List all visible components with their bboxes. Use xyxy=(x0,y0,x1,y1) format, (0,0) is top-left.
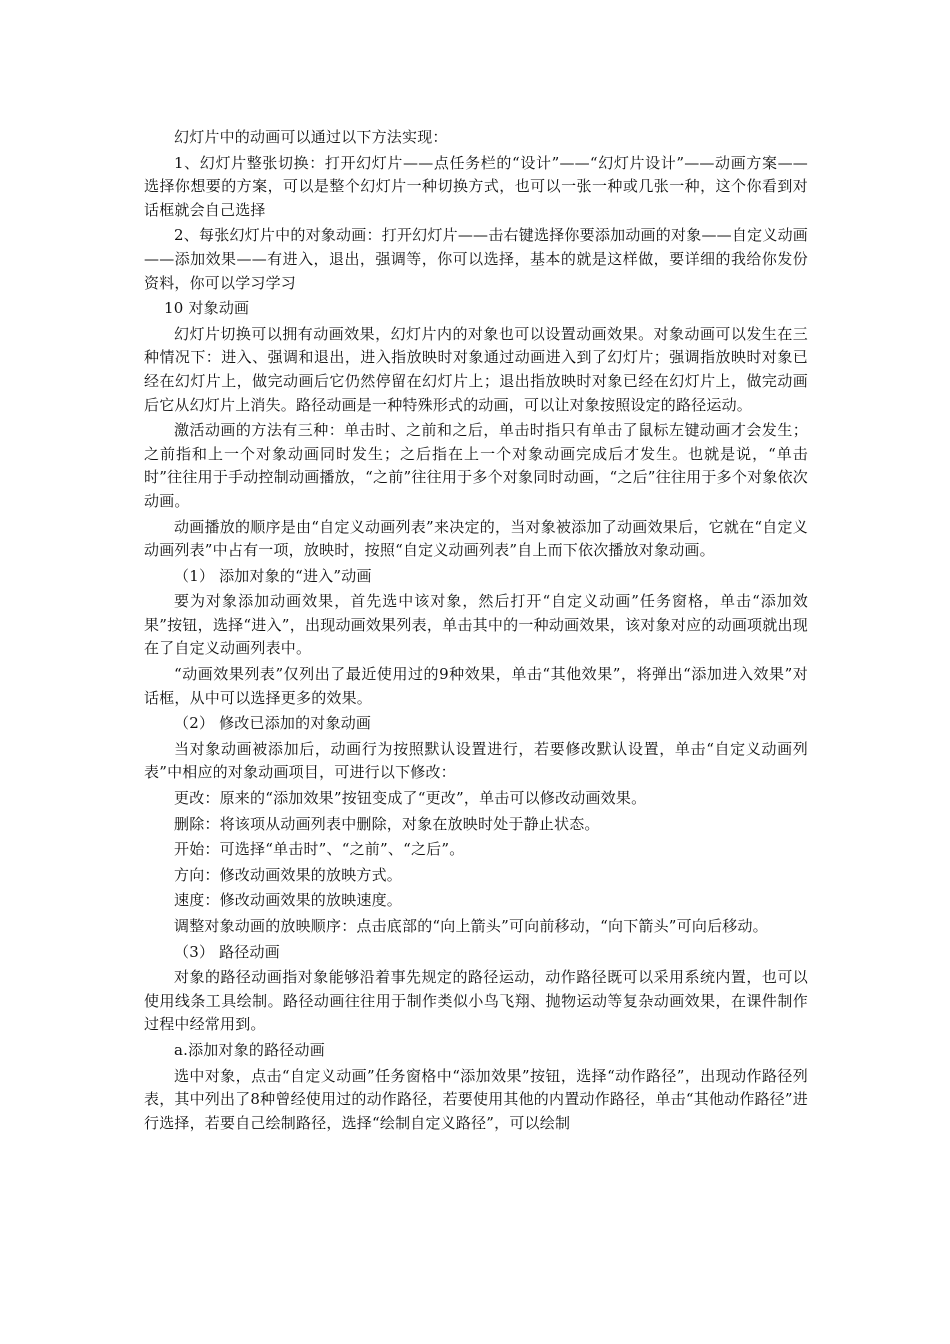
modify-intro-paragraph: 当对象动画被添加后，动画行为按照默认设置进行，若要修改默认设置，单击“自定义动画列表”中相应的对象动画项目，可进行以下修改： xyxy=(144,739,808,782)
subheading-path-animation: （3） 路径动画 xyxy=(174,942,280,961)
effect-list-paragraph: “动画效果列表”仅列出了最近使用过的9种效果，单击“其他效果”，将弹出“添加进入效果”对话框，从中可以选择更多的效果。 xyxy=(144,665,808,707)
modify-direction-paragraph: 方向：修改动画效果的放映方式。 xyxy=(174,865,403,884)
activation-methods-paragraph: 激活动画的方法有三种：单击时、之前和之后，单击时指只有单击了鼠标左键动画才会发生；之前指和上一个对象动画同时发生；之后指在上一个对象动画完成后才发生。也就是说，“单击时”往往用于手动控制动画播放，“之前”往往用于多个对象同时动画，“之后”往往用于多个对象依次动画。 xyxy=(144,421,808,510)
modify-change-paragraph: 更改：原来的“添加效果”按钮变成了“更改”，单击可以修改动画效果。 xyxy=(174,789,647,808)
reorder-paragraph: 调整对象动画的放映顺序：点击底部的“向上箭头”可向前移动，“向下箭头”可向后移动。 xyxy=(174,917,768,935)
modify-start-paragraph: 开始：可选择“单击时”、“之前”、“之后”。 xyxy=(174,840,465,859)
method-2-paragraph: 2、每张幻灯片中的对象动画：打开幻灯片——击右键选择你要添加动画的对象——自定义动画——添加效果——有进入，退出，强调等，你可以选择，基本的就是这样做，要详细的我给你发份资料，你可以学习学习 xyxy=(144,226,808,292)
method-1-paragraph: 1、幻灯片整张切换：打开幻灯片——点任务栏的“设计”——“幻灯片设计”——动画方案——选择你想要的方案，可以是整个幻灯片一种切换方式，也可以一张一种或几张一种，这个你看到对话框就会自己选择 xyxy=(144,153,808,219)
path-animation-paragraph: 对象的路径动画指对象能够沿着事先规定的路径运动，动作路径既可以采用系统内置，也可以使用线条工具绘制。路径动画往往用于制作类似小鸟飞翔、抛物运动等复杂动画效果，在课件制作过程中经常用到。 xyxy=(144,968,808,1034)
subheading-modify-animation: （2） 修改已添加的对象动画 xyxy=(174,714,372,733)
add-effect-paragraph: 要为对象添加动画效果，首先选中该对象，然后打开“自定义动画”任务窗格，单击“添加效果”按钮，选择“进入”，出现动画效果列表，单击其中的一种动画效果，该对象对应的动画项就出现在了自定义动画列表中。 xyxy=(144,592,808,658)
intro-paragraph: 幻灯片中的动画可以通过以下方法实现： xyxy=(174,128,448,146)
subheading-add-path: a.添加对象的路径动画 xyxy=(174,1040,325,1059)
modify-speed-paragraph: 速度：修改动画效果的放映速度。 xyxy=(174,891,403,910)
document-body xyxy=(144,126,808,1137)
modify-delete-paragraph: 删除：将该项从动画列表中删除，对象在放映时处于静止状态。 xyxy=(174,814,600,833)
object-animation-paragraph: 幻灯片切换可以拥有动画效果，幻灯片内的对象也可以设置动画效果。对象动画可以发生在三种情况下：进入、强调和退出，进入指放映时对象通过动画进入到了幻灯片；强调指放映时对象已经在幻灯片上，做完动画后它仍然停留在幻灯片上；退出指放映时对象已经在幻灯片上，做完动画后它从幻灯片上消失。路径动画是一种特殊形式的动画，可以让对象按照设定的路径运动。 xyxy=(144,324,808,414)
subheading-add-entrance: （1） 添加对象的“进入”动画 xyxy=(174,566,372,585)
playback-order-paragraph: 动画播放的顺序是由“自定义动画列表”来决定的，当对象被添加了动画效果后，它就在“自定义动画列表”中占有一项，放映时，按照“自定义动画列表”自上而下依次播放对象动画。 xyxy=(144,517,808,560)
section-heading-object-animation: 10 对象动画 xyxy=(164,299,250,318)
add-path-paragraph: 选中对象，点击“自定义动画”任务窗格中“添加效果”按钮，选择“动作路径”，出现动作路径列表，其中列出了8种曾经使用过的动作路径，若要使用其他的内置动作路径，单击“其他动作路径”进行选择，若要自己绘制路径，选择“绘制自定义路径”，可以绘制 xyxy=(144,1066,808,1132)
